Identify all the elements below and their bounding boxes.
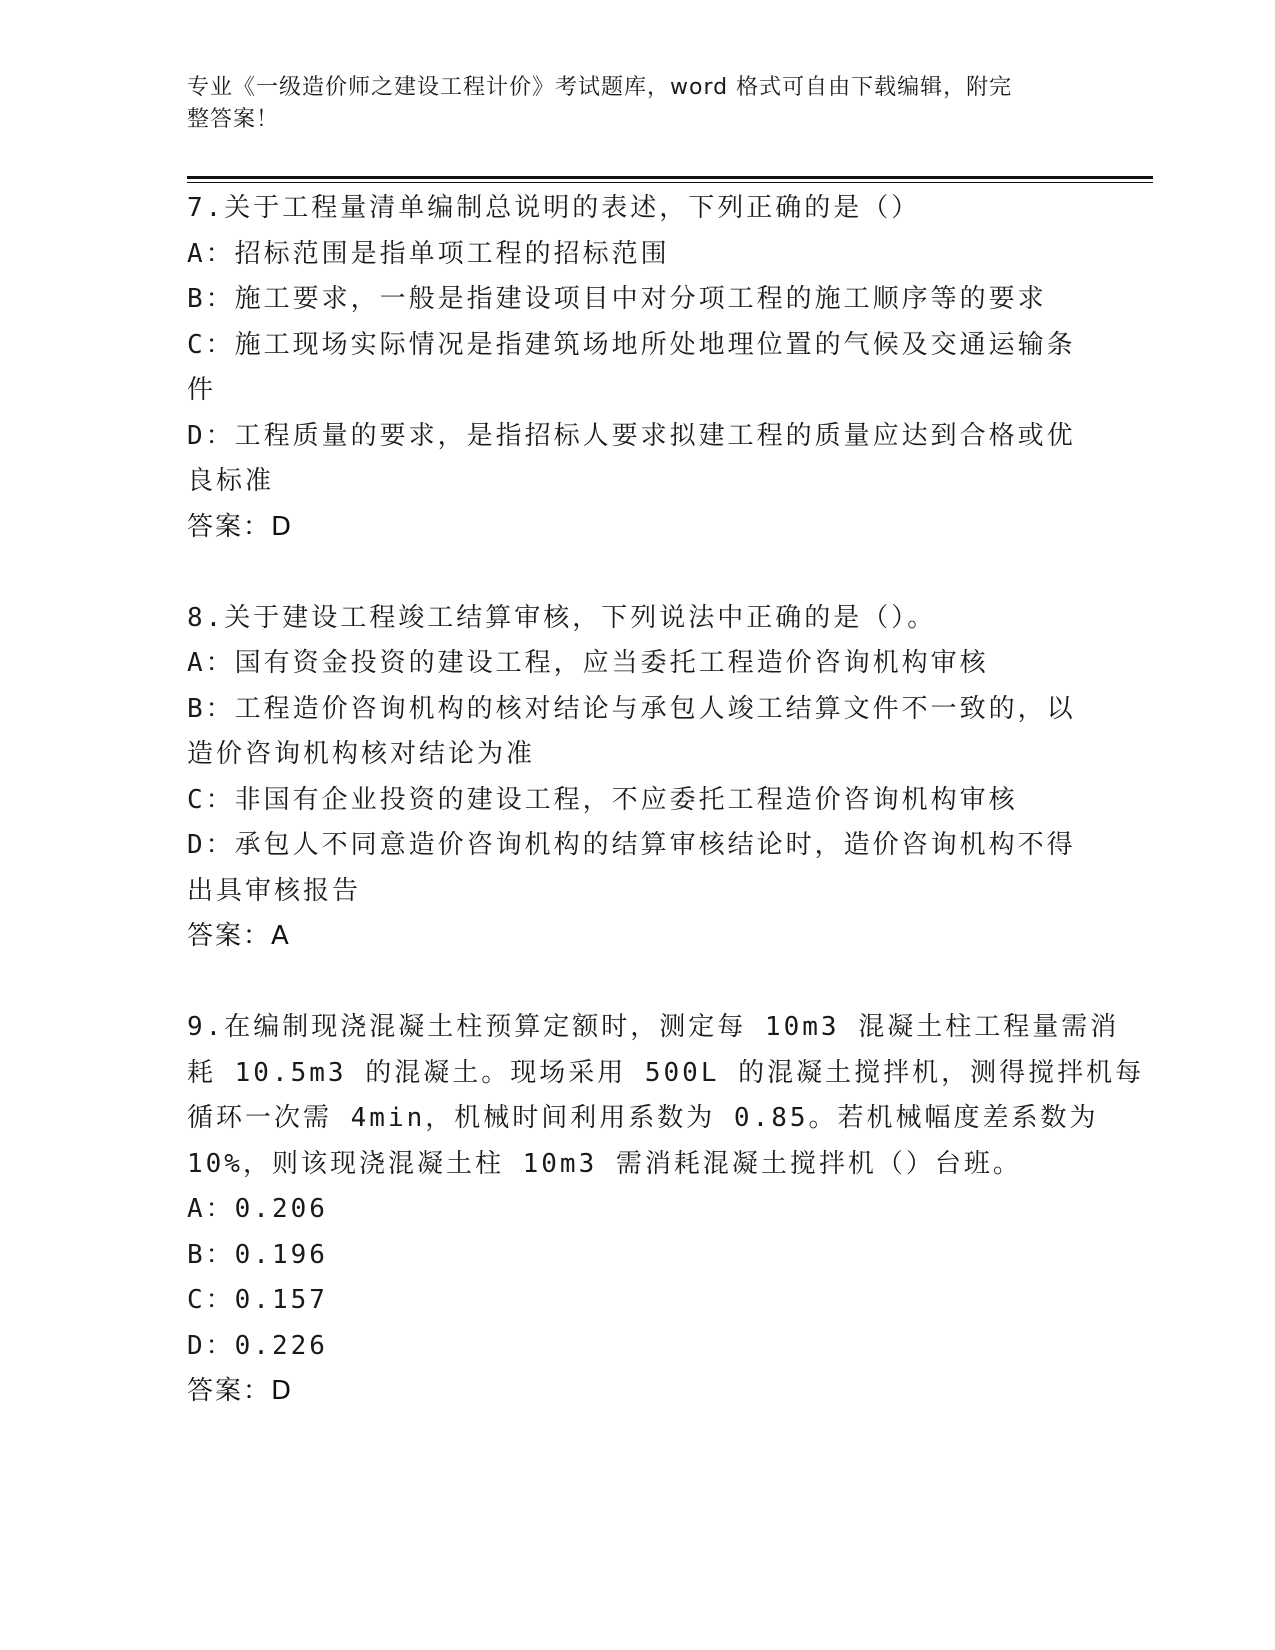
question-8-option-d-cont: 出具审核报告 [187, 875, 362, 906]
question-7-option-c: C：施工现场实际情况是指建筑场地所处地理位置的气候及交通运输条 [187, 329, 1076, 360]
question-8-option-c: C：非国有企业投资的建设工程，不应委托工程造价咨询机构审核 [187, 784, 1018, 815]
question-7-option-a: A：招标范围是指单项工程的招标范围 [187, 238, 670, 269]
question-block [187, 596, 1087, 960]
question-8-option-b-cont: 造价咨询机构核对结论为准 [187, 739, 536, 769]
question-7-answer: 答案：D [187, 511, 294, 542]
question-8-answer: 答案：A [187, 921, 291, 951]
question-8-stem: 8.关于建设工程竣工结算审核，下列说法中正确的是（）。 [187, 602, 937, 633]
question-block [187, 186, 1087, 550]
question-8-option-a: A：国有资金投资的建设工程，应当委托工程造价咨询机构审核 [187, 648, 989, 678]
question-9-stem-4: 10%，则该现浇混凝土柱 10m3 需消耗混凝土搅拌机（）台班。 [187, 1148, 1022, 1179]
question-9-option-d: D：0.226 [187, 1330, 328, 1361]
question-8-option-b: B：工程造价咨询机构的核对结论与承包人竣工结算文件不一致的，以 [187, 693, 1076, 724]
question-9-option-a: A：0.206 [187, 1194, 328, 1224]
document-header [187, 72, 1067, 136]
question-list [187, 186, 1145, 1415]
question-7-option-d: D：工程质量的要求，是指招标人要求拟建工程的质量应达到合格或优 [187, 420, 1076, 451]
question-7-option-d-cont: 良标准 [187, 466, 275, 496]
header-line-2: 整答案！ [187, 107, 280, 132]
question-9-option-b: B：0.196 [187, 1239, 328, 1270]
question-9-stem-3: 循环一次需 4min，机械时间利用系数为 0.85。若机械幅度差系数为 [187, 1103, 1099, 1133]
header-rule-thick [187, 176, 1153, 179]
question-block [187, 1005, 1145, 1415]
question-spacer [187, 550, 1087, 596]
question-9-stem-1: 9.在编制现浇混凝土柱预算定额时，测定每 10m3 混凝土柱工程量需消 [187, 1012, 1120, 1042]
question-9-stem-2: 耗 10.5m3 的混凝土。现场采用 500L 的混凝土搅拌机，测得搅拌机每 [187, 1057, 1145, 1088]
question-7-option-b: B：施工要求，一般是指建设项目中对分项工程的施工顺序等的要求 [187, 284, 1047, 314]
question-7-stem: 7.关于工程量清单编制总说明的表述，下列正确的是（） [187, 193, 921, 223]
question-8-option-d: D：承包人不同意造价咨询机构的结算审核结论时，造价咨询机构不得 [187, 830, 1076, 860]
question-9-option-c: C：0.157 [187, 1285, 328, 1315]
header-rule-thin [187, 182, 1153, 183]
question-spacer [187, 960, 1087, 1006]
question-7-option-c-cont: 件 [187, 375, 217, 405]
question-9-answer: 答案：D [187, 1376, 294, 1406]
header-line-1: 专业《一级造价师之建设工程计价》考试题库，word 格式可自由下载编辑，附完 [187, 75, 1013, 100]
